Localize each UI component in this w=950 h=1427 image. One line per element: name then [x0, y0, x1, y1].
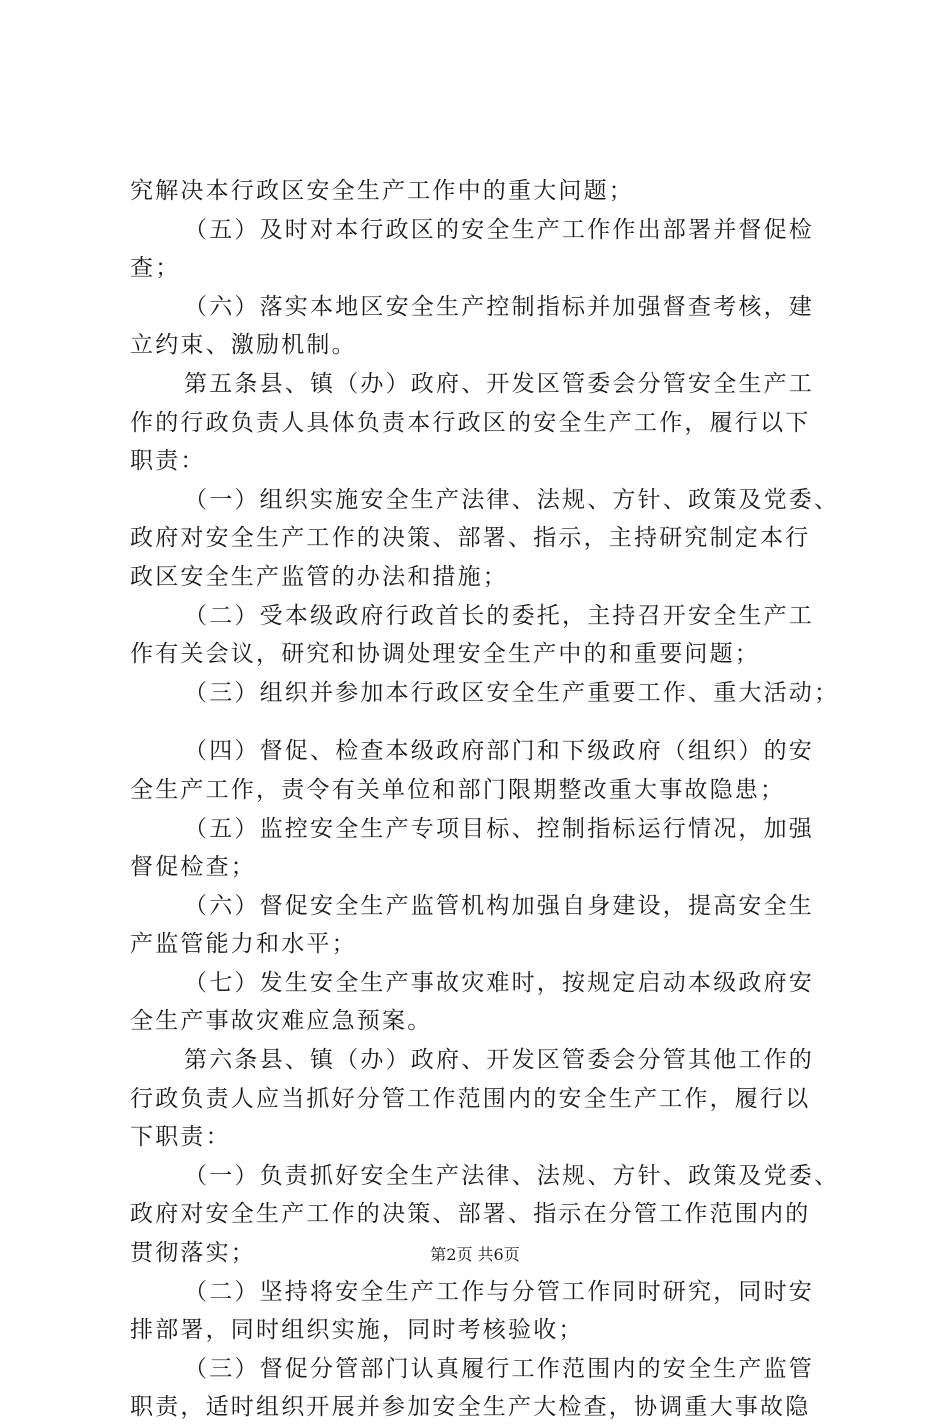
text-line: （二）坚持将安全生产工作与分管工作同时研究，同时安 [184, 1278, 814, 1305]
text-line: 职责： [130, 448, 206, 475]
text-line: （一）组织实施安全生产法律、法规、方针、政策及党委、 [184, 486, 840, 513]
text-line: 查； [130, 255, 181, 282]
text-line: 下职责： [130, 1124, 231, 1151]
text-line: （四）督促、检查本级政府部门和下级政府（组织）的安 [184, 738, 814, 765]
text-line: （二）受本级政府行政首长的委托，主持召开安全生产工 [184, 602, 814, 629]
text-line: 政府对安全生产工作的决策、部署、指示，主持研究制定本行 [130, 525, 811, 552]
text-line: （三）组织并参加本行政区安全生产重要工作、重大活动； [184, 679, 840, 706]
paragraph-block-lower [130, 732, 840, 1427]
text-line: 督促检查； [130, 854, 256, 881]
text-line: 全生产事故灾难应急预案。 [130, 1008, 433, 1035]
text-line: 立约束、激励机制。 [130, 332, 357, 359]
text-line: （一）负责抓好安全生产法律、法规、方针、政策及党委、 [184, 1162, 840, 1189]
text-line: 究解决本行政区安全生产工作中的重大问题； [130, 178, 634, 204]
text-line: 作的行政负责人具体负责本行政区的安全生产工作，履行以下 [130, 409, 811, 436]
text-line: 贯彻落实； [130, 1240, 256, 1267]
text-line: 第六条县、镇（办）政府、开发区管委会分管其他工作的 [184, 1047, 814, 1074]
text-line: 第五条县、镇（办）政府、开发区管委会分管安全生产工 [184, 370, 814, 397]
text-line: 排部署，同时组织实施，同时考核验收； [130, 1317, 584, 1344]
text-line: 全生产工作，责令有关单位和部门限期整改重大事故隐患； [130, 776, 786, 803]
text-line: 作有关会议，研究和协调处理安全生产中的和重要问题； [130, 641, 760, 668]
text-line: （六）督促安全生产监管机构加强自身建设，提高安全生 [184, 892, 814, 919]
text-line: （七）发生安全生产事故灾难时，按规定启动本级政府安 [184, 969, 814, 996]
text-line: 政区安全生产监管的办法和措施； [130, 563, 508, 590]
paragraph-block-upper [130, 172, 840, 712]
text-line: 政府对安全生产工作的决策、部署、指示在分管工作范围内的 [130, 1201, 811, 1228]
text-line: 产监管能力和水平； [130, 931, 357, 958]
paragraph-gap [130, 712, 830, 732]
document-body [130, 172, 840, 1427]
text-line: 行政负责人应当抓好分管工作范围内的安全生产工作，履行以 [130, 1085, 811, 1112]
text-line: （六）落实本地区安全生产控制指标并加强督查考核，建 [184, 293, 814, 320]
text-line: （五）监控安全生产专项目标、控制指标运行情况，加强 [184, 815, 814, 842]
text-line: （五）及时对本行政区的安全生产工作作出部署并督促检 [184, 216, 814, 243]
text-line: 职责，适时组织开展并参加安全生产大检查，协调重大事故隐 [130, 1394, 811, 1421]
page-footer: 第2页 共6页 [430, 1245, 520, 1264]
text-line: （三）督促分管部门认真履行工作范围内的安全生产监管 [184, 1355, 814, 1382]
